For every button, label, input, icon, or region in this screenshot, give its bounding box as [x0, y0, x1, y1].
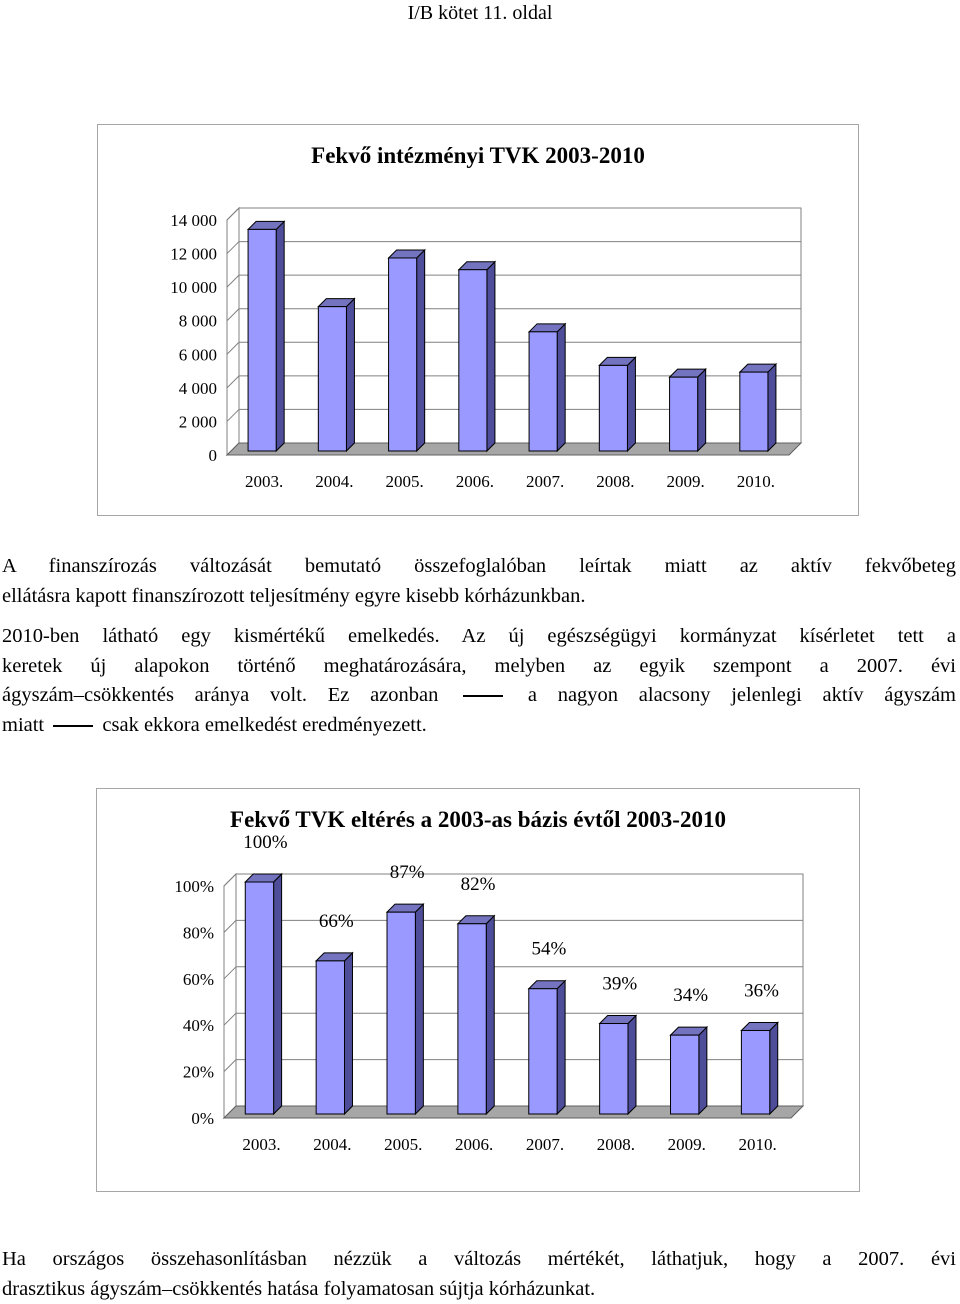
bar-side — [346, 299, 354, 451]
bar-front — [248, 229, 276, 451]
y-tick-label: 60% — [182, 969, 214, 989]
bar-side — [627, 357, 635, 451]
x-tick-label: 2005. — [385, 472, 424, 491]
bar — [529, 324, 565, 451]
y-tick-label: 6 000 — [178, 345, 217, 365]
plot-side-wall — [227, 208, 239, 455]
paragraph-line-part: csak ekkora emelkedést eredményezett. — [102, 713, 427, 736]
bar — [741, 1022, 777, 1114]
bar-front — [459, 270, 487, 451]
bar-side — [486, 916, 494, 1114]
bar-side — [557, 981, 565, 1114]
x-tick-label: 2005. — [384, 1135, 423, 1154]
bar-side — [698, 369, 706, 451]
bar-side — [768, 364, 776, 451]
bar — [600, 1016, 636, 1114]
bar — [318, 299, 354, 451]
bar-front — [740, 372, 768, 451]
x-tick-label: 2008. — [596, 1135, 635, 1154]
y-tick-label: 100% — [174, 877, 214, 896]
tvk-chart-plot — [98, 125, 858, 515]
tvk-chart — [97, 124, 859, 516]
chart-title: Fekvő intézményi TVK 2003-2010 — [311, 143, 645, 168]
bar — [670, 369, 706, 451]
bar-side — [274, 874, 282, 1114]
y-tick-label: 14 000 — [170, 211, 217, 230]
data-label: 54% — [531, 938, 567, 960]
plot-side-wall — [224, 874, 236, 1118]
x-tick-label: 2008. — [596, 472, 635, 491]
x-tick-label: 2009. — [667, 1135, 706, 1154]
paragraph-line-part: a nagyon alacsony jelenlegi aktív ágyszám — [527, 684, 956, 706]
page-header: I/B kötet 11. oldal — [407, 2, 553, 24]
paragraph-line: keretek új alapokon történő meghatározására, melyben az egyik szempont a 2007. évi — [2, 654, 956, 677]
paragraph-line — [2, 681, 956, 711]
paragraph-line: 2010-ben látható egy kismértékű emelkedés. Az új egészségügyi kormányzat kísérletet tett a — [2, 625, 956, 647]
bar-front — [318, 307, 346, 451]
x-tick-label: 2006. — [454, 1135, 494, 1154]
bar-front — [389, 258, 417, 451]
data-label: 66% — [318, 910, 354, 932]
y-tick-label: 8 000 — [178, 311, 217, 331]
bar-side — [417, 250, 425, 451]
plot-floor — [224, 1106, 803, 1118]
x-tick-label: 2003. — [242, 1135, 281, 1154]
bar-front — [529, 332, 557, 451]
paragraph-line-part: miatt — [2, 713, 45, 736]
bar — [245, 874, 281, 1114]
data-label: 82% — [460, 873, 496, 895]
bar-front — [387, 912, 415, 1114]
bar-side — [557, 324, 565, 451]
paragraph-line: Ha országos összehasonlításban nézzük a változás mértékét, láthatjuk, hogy a 2007. évi — [2, 1248, 956, 1270]
bar — [740, 364, 776, 451]
y-tick-label: 12 000 — [170, 244, 217, 264]
y-tick-label: 80% — [182, 923, 214, 943]
x-tick-label: 2010. — [736, 472, 775, 491]
bar-front — [599, 365, 627, 451]
data-label: 100% — [243, 832, 288, 853]
paragraph-line-part: ágyszám–csökkentés aránya volt. Ez azonban — [2, 684, 439, 706]
paragraph-line: drasztikus ágyszám–csökkentés hatása folyamatosan sújtja kórházunkat. — [2, 1277, 596, 1300]
x-tick-label: 2010. — [738, 1135, 777, 1154]
bar — [316, 953, 352, 1114]
bar-side — [628, 1016, 636, 1114]
data-label: 39% — [602, 973, 638, 995]
y-tick-label: 0 — [208, 446, 217, 465]
x-tick-label: 2009. — [666, 472, 705, 491]
paragraph-comparison — [2, 1245, 956, 1304]
data-label: 34% — [673, 985, 709, 1007]
bar-side — [276, 221, 284, 451]
bar-front — [529, 989, 557, 1114]
x-tick-label: 2007. — [526, 472, 565, 491]
bar-side — [699, 1027, 707, 1114]
bar-front — [245, 882, 273, 1114]
tvk-deviation-chart — [96, 788, 860, 1192]
bar — [529, 981, 565, 1114]
bar-side — [415, 904, 423, 1114]
bar — [458, 916, 494, 1114]
bar — [459, 262, 495, 451]
paragraph-increase — [2, 622, 956, 740]
y-tick-label: 20% — [182, 1062, 214, 1082]
x-tick-label: 2007. — [525, 1135, 565, 1154]
bar-front — [316, 961, 344, 1114]
paragraph-line — [2, 711, 956, 741]
data-label: 87% — [389, 862, 425, 884]
bar — [248, 221, 284, 451]
bar-front — [600, 1024, 628, 1114]
bar-side — [487, 262, 495, 451]
plot-floor — [227, 443, 801, 455]
em-dash — [463, 695, 503, 697]
x-tick-label: 2006. — [455, 472, 494, 491]
paragraph-financing — [2, 552, 956, 611]
bar-front — [741, 1030, 769, 1114]
data-label: 36% — [744, 980, 779, 1002]
em-dash — [53, 725, 93, 727]
x-tick-label: 2004. — [315, 472, 354, 491]
y-tick-label: 40% — [182, 1016, 214, 1036]
y-tick-label: 2 000 — [178, 412, 217, 432]
y-tick-label: 4 000 — [178, 378, 217, 398]
bar-front — [458, 924, 486, 1114]
x-tick-label: 2003. — [245, 472, 284, 491]
y-tick-label: 10 000 — [170, 278, 217, 298]
bar — [599, 357, 635, 451]
y-tick-label: 0% — [191, 1109, 214, 1128]
bar-front — [670, 377, 698, 451]
chart-title: Fekvő TVK eltérés a 2003-as bázis évtől 2003-2010 — [230, 807, 726, 832]
bar-front — [671, 1035, 699, 1114]
tvk-deviation-chart-plot — [97, 789, 859, 1191]
x-tick-label: 2004. — [313, 1135, 352, 1154]
bar — [387, 904, 423, 1114]
bar-side — [770, 1022, 778, 1114]
bar — [671, 1027, 707, 1114]
bar — [389, 250, 425, 451]
bar-side — [344, 953, 352, 1114]
paragraph-line: ellátásra kapott finanszírozott teljesítmény egyre kisebb kórházunkban. — [2, 584, 586, 607]
paragraph-line: A finanszírozás változását bemutató összefoglalóban leírtak miatt az aktív fekvőbeteg — [2, 555, 956, 577]
